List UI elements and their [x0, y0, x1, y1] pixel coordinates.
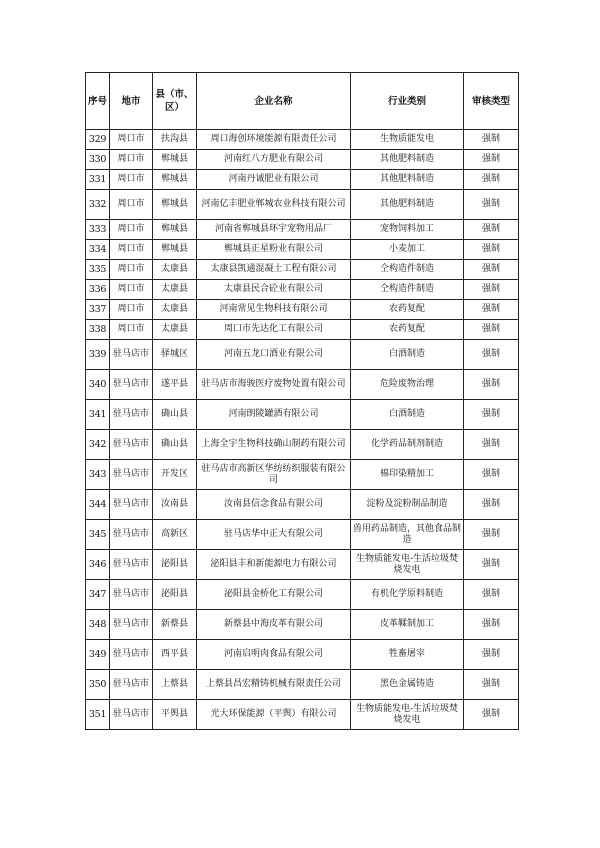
company-cell: 上海全宇生物科技确山制药有限公司	[197, 430, 351, 460]
audit-type-cell: 强制	[464, 150, 519, 170]
audit-type-cell: 强制	[464, 700, 519, 730]
city-cell: 周口市	[110, 190, 153, 220]
industry-cell: 仝构造件制造	[351, 260, 464, 280]
table-row	[86, 220, 519, 240]
industry-cell: 危险废物治理	[351, 370, 464, 400]
industry-cell: 棉印染精加工	[351, 460, 464, 490]
audit-type-cell: 强制	[464, 190, 519, 220]
company-cell: 河南启明肉食品有限公司	[197, 640, 351, 670]
county-cell: 太康县	[153, 260, 197, 280]
table-row	[86, 460, 519, 490]
header-county: 县（市、区）	[153, 73, 197, 130]
audit-type-cell: 强制	[464, 670, 519, 700]
serial-cell: 346	[86, 550, 110, 580]
county-cell: 上蔡县	[153, 670, 197, 700]
industry-cell: 黑色金属铸造	[351, 670, 464, 700]
table-row	[86, 320, 519, 340]
county-cell: 泌阳县	[153, 550, 197, 580]
company-cell: 驻马店市海骏医疗废物处置有限公司	[197, 370, 351, 400]
table-row	[86, 170, 519, 190]
city-cell: 驻马店市	[110, 490, 153, 520]
city-cell: 周口市	[110, 220, 153, 240]
serial-cell: 341	[86, 400, 110, 430]
county-cell: 遂平县	[153, 370, 197, 400]
header-audit-type: 审核类型	[464, 73, 519, 130]
serial-cell: 345	[86, 520, 110, 550]
city-cell: 周口市	[110, 300, 153, 320]
enterprise-table	[85, 72, 519, 730]
company-cell: 太康县凯通混凝土工程有限公司	[197, 260, 351, 280]
city-cell: 驻马店市	[110, 610, 153, 640]
serial-cell: 333	[86, 220, 110, 240]
industry-cell: 小麦加工	[351, 240, 464, 260]
company-cell: 驻马店市高新区华纺纺织服装有限公司	[197, 460, 351, 490]
industry-cell: 有机化学原料制造	[351, 580, 464, 610]
table-row	[86, 130, 519, 150]
serial-cell: 329	[86, 130, 110, 150]
audit-type-cell: 强制	[464, 370, 519, 400]
industry-cell: 其他肥料制造	[351, 170, 464, 190]
serial-cell: 342	[86, 430, 110, 460]
county-cell: 太康县	[153, 320, 197, 340]
table-row	[86, 150, 519, 170]
company-cell: 河南红八方肥业有限公司	[197, 150, 351, 170]
audit-type-cell: 强制	[464, 580, 519, 610]
city-cell: 驻马店市	[110, 640, 153, 670]
serial-cell: 349	[86, 640, 110, 670]
audit-type-cell: 强制	[464, 610, 519, 640]
table-row	[86, 340, 519, 370]
county-cell: 郸城县	[153, 220, 197, 240]
header-city: 地市	[110, 73, 153, 130]
table-row	[86, 240, 519, 260]
header-serial: 序号	[86, 73, 110, 130]
table-row	[86, 550, 519, 580]
city-cell: 周口市	[110, 170, 153, 190]
audit-type-cell: 强制	[464, 400, 519, 430]
serial-cell: 343	[86, 460, 110, 490]
company-cell: 驻马店华中正大有限公司	[197, 520, 351, 550]
audit-type-cell: 强制	[464, 220, 519, 240]
audit-type-cell: 强制	[464, 340, 519, 370]
table-row	[86, 520, 519, 550]
city-cell: 驻马店市	[110, 700, 153, 730]
company-cell: 河南常见生物科技有限公司	[197, 300, 351, 320]
county-cell: 郸城县	[153, 190, 197, 220]
serial-cell: 337	[86, 300, 110, 320]
serial-cell: 332	[86, 190, 110, 220]
company-cell: 太康县民合砼业有限公司	[197, 280, 351, 300]
serial-cell: 330	[86, 150, 110, 170]
city-cell: 周口市	[110, 260, 153, 280]
county-cell: 郸城县	[153, 150, 197, 170]
industry-cell: 其他肥料制造	[351, 190, 464, 220]
table-row	[86, 670, 519, 700]
industry-cell: 农药复配	[351, 320, 464, 340]
county-cell: 驿城区	[153, 340, 197, 370]
table-row	[86, 430, 519, 460]
company-cell: 泌阳县金桥化工有限公司	[197, 580, 351, 610]
city-cell: 驻马店市	[110, 460, 153, 490]
city-cell: 驻马店市	[110, 670, 153, 700]
audit-type-cell: 强制	[464, 260, 519, 280]
table-row	[86, 300, 519, 320]
table-row	[86, 580, 519, 610]
county-cell: 确山县	[153, 430, 197, 460]
city-cell: 驻马店市	[110, 550, 153, 580]
industry-cell: 其他肥料制造	[351, 150, 464, 170]
company-cell: 河南丹诚肥业有限公司	[197, 170, 351, 190]
audit-type-cell: 强制	[464, 430, 519, 460]
serial-cell: 334	[86, 240, 110, 260]
audit-type-cell: 强制	[464, 520, 519, 550]
company-cell: 河南省郸城县环宇宠物用品厂	[197, 220, 351, 240]
header-company: 企业名称	[197, 73, 351, 130]
industry-cell: 化学药品制剂制造	[351, 430, 464, 460]
industry-cell: 白酒制造	[351, 340, 464, 370]
city-cell: 驻马店市	[110, 580, 153, 610]
industry-cell: 牲畜屠宰	[351, 640, 464, 670]
industry-cell: 仝构造件制造	[351, 280, 464, 300]
county-cell: 平舆县	[153, 700, 197, 730]
serial-cell: 344	[86, 490, 110, 520]
audit-type-cell: 强制	[464, 460, 519, 490]
industry-cell: 白酒制造	[351, 400, 464, 430]
county-cell: 郸城县	[153, 240, 197, 260]
audit-type-cell: 强制	[464, 130, 519, 150]
county-cell: 太康县	[153, 300, 197, 320]
serial-cell: 336	[86, 280, 110, 300]
company-cell: 光大环保能源（平舆）有限公司	[197, 700, 351, 730]
serial-cell: 335	[86, 260, 110, 280]
table-row	[86, 280, 519, 300]
company-cell: 周口市先达化工有限公司	[197, 320, 351, 340]
audit-type-cell: 强制	[464, 170, 519, 190]
industry-cell: 农药复配	[351, 300, 464, 320]
serial-cell: 350	[86, 670, 110, 700]
company-cell: 河南朗陵罐酒有限公司	[197, 400, 351, 430]
company-cell: 泌阳县丰和新能源电力有限公司	[197, 550, 351, 580]
industry-cell: 生物质能发电	[351, 130, 464, 150]
county-cell: 泌阳县	[153, 580, 197, 610]
city-cell: 周口市	[110, 150, 153, 170]
company-cell: 河南五龙口酒业有限公司	[197, 340, 351, 370]
audit-type-cell: 强制	[464, 280, 519, 300]
serial-cell: 338	[86, 320, 110, 340]
table-row	[86, 610, 519, 640]
city-cell: 驻马店市	[110, 400, 153, 430]
city-cell: 驻马店市	[110, 370, 153, 400]
table-row	[86, 190, 519, 220]
audit-type-cell: 强制	[464, 490, 519, 520]
industry-cell: 生物质能发电-生活垃圾焚烧发电	[351, 550, 464, 580]
city-cell: 驻马店市	[110, 520, 153, 550]
industry-cell: 皮革鞣制加工	[351, 610, 464, 640]
industry-cell: 兽用药品制造，其他食品制造	[351, 520, 464, 550]
company-cell: 周口海创环境能源有限责任公司	[197, 130, 351, 150]
serial-cell: 348	[86, 610, 110, 640]
audit-type-cell: 强制	[464, 300, 519, 320]
company-cell: 汝南县信念食品有限公司	[197, 490, 351, 520]
audit-type-cell: 强制	[464, 240, 519, 260]
county-cell: 新蔡县	[153, 610, 197, 640]
industry-cell: 淀粉及淀粉制品制造	[351, 490, 464, 520]
audit-type-cell: 强制	[464, 550, 519, 580]
county-cell: 汝南县	[153, 490, 197, 520]
table-row	[86, 490, 519, 520]
company-cell: 河南亿丰肥业郸城农业科技有限公司	[197, 190, 351, 220]
city-cell: 驻马店市	[110, 430, 153, 460]
industry-cell: 生物质能发电-生活垃圾焚烧发电	[351, 700, 464, 730]
serial-cell: 347	[86, 580, 110, 610]
table-header-row	[86, 73, 519, 130]
serial-cell: 351	[86, 700, 110, 730]
serial-cell: 340	[86, 370, 110, 400]
county-cell: 太康县	[153, 280, 197, 300]
city-cell: 周口市	[110, 240, 153, 260]
industry-cell: 宠物饲料加工	[351, 220, 464, 240]
company-cell: 上蔡县昌宏精铸机械有限责任公司	[197, 670, 351, 700]
city-cell: 周口市	[110, 130, 153, 150]
table-row	[86, 400, 519, 430]
county-cell: 开发区	[153, 460, 197, 490]
county-cell: 西平县	[153, 640, 197, 670]
table-row	[86, 370, 519, 400]
company-cell: 新蔡县中海皮革有限公司	[197, 610, 351, 640]
county-cell: 郸城县	[153, 170, 197, 190]
table-row	[86, 640, 519, 670]
audit-type-cell: 强制	[464, 640, 519, 670]
company-cell: 郸城县正星粉业有限公司	[197, 240, 351, 260]
table-row	[86, 700, 519, 730]
city-cell: 周口市	[110, 280, 153, 300]
county-cell: 扶沟县	[153, 130, 197, 150]
header-industry: 行业类别	[351, 73, 464, 130]
city-cell: 驻马店市	[110, 340, 153, 370]
audit-type-cell: 强制	[464, 320, 519, 340]
serial-cell: 331	[86, 170, 110, 190]
county-cell: 高新区	[153, 520, 197, 550]
city-cell: 周口市	[110, 320, 153, 340]
county-cell: 确山县	[153, 400, 197, 430]
table-row	[86, 260, 519, 280]
serial-cell: 339	[86, 340, 110, 370]
